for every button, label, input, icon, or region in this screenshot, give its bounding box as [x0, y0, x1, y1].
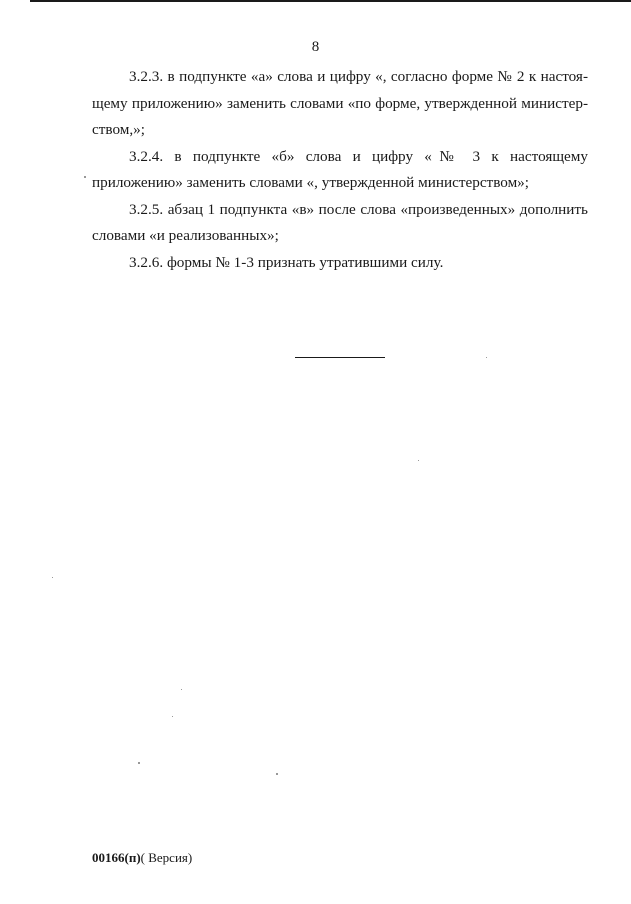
- page-number: 8: [311, 39, 320, 55]
- paragraph-3-2-5: 3.2.5. абзац 1 подпункта «в» после слова «произведенных» дополнить словами «и реализованных»;: [92, 200, 588, 244]
- document-code: 00166(п): [92, 850, 141, 865]
- paragraph-3-2-3: 3.2.3. в подпункте «а» слова и цифру «, согласно форме № 2 к настоящему приложению» заменить словами «по форме, утвержденной министерством,»;: [92, 68, 588, 138]
- paragraph-3-2-4: 3.2.4. в подпункте «б» слова и цифру «№ 3 к настоящему приложению» заменить словами «, утвержденной министерством»;: [92, 147, 588, 191]
- end-separator-line: [295, 357, 385, 358]
- document-version-label: ( Версия): [140, 850, 193, 865]
- scan-speck: [172, 716, 173, 717]
- scan-speck: [418, 460, 419, 461]
- scan-speck: [84, 176, 86, 178]
- scan-speck: [486, 357, 487, 358]
- scan-speck: [52, 577, 53, 578]
- paragraph-3-2-6: 3.2.6. формы № 1-3 признать утратившими силу.: [129, 253, 444, 271]
- scan-speck: [181, 689, 182, 690]
- scan-speck: [276, 773, 278, 775]
- document-body: [92, 64, 588, 276]
- scan-speck: [138, 762, 140, 764]
- top-edge-rule: [30, 0, 631, 2]
- document-footer: [92, 850, 192, 866]
